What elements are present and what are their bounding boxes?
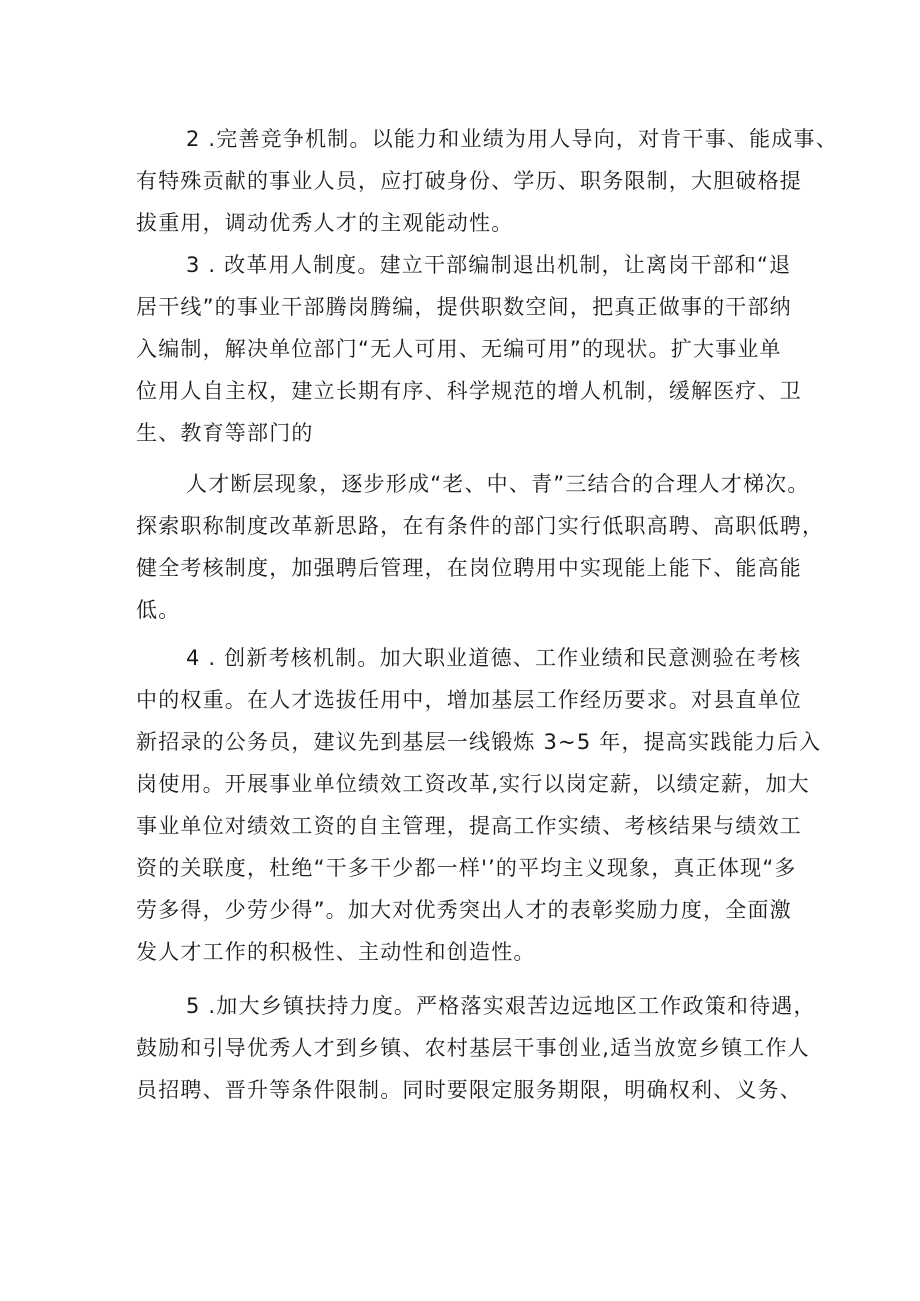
text-line: 探索职称制度改革新思路，在有条件的部门实行低职高聘、高职低聘， — [136, 514, 825, 538]
text-line: 中的权重。在人才选拔任用中，增加基层工作经历要求。对县直单位 — [136, 688, 802, 712]
text-line: 资的关联度，杜绝“干多干少都一样'’的平均主义现象，真正体现“多 — [136, 856, 797, 880]
text-line: 发人才工作的积极性、主动性和创造性。 — [136, 940, 536, 964]
text-line: 有特殊贡献的事业人员，应打破身份、学历、职务限制，大胆破格提 — [136, 169, 802, 193]
text-line: 生、教育等部门的 — [136, 421, 314, 445]
text-line: 新招录的公务员，建议先到基层一线锻炼 3~5 年，提高实践能力后入 — [136, 730, 822, 754]
text-line: 岗使用。开展事业单位绩效工资改革,实行以岗定薪，以绩定薪，加大 — [136, 772, 810, 796]
text-line: 健全考核制度，加强聘后管理，在岗位聘用中实现能上能下、能高能 — [136, 556, 802, 580]
text-line: 事业单位对绩效工资的自主管理，提高工作实绩、考核结果与绩效工 — [136, 814, 802, 838]
text-line: 居干线”的事业干部腾岗腾编，提供职数空间，把真正做事的干部纳 — [136, 295, 792, 319]
text-line: 鼓励和引导优秀人才到乡镇、农村基层干事创业,适当放宽乡镇工作人 — [136, 1036, 810, 1060]
text-line: 位用人自主权，建立长期有序、科学规范的增人机制，缓解医疗、卫 — [136, 379, 802, 403]
text-line: 员招聘、晋升等条件限制。同时要限定服务期限，明确权利、义务、 — [136, 1078, 802, 1102]
text-line: 拔重用，调动优秀人才的主观能动性。 — [136, 211, 514, 235]
text-line: 4 . 创新考核机制。加大职业道德、工作业绩和民意测验在考核 — [186, 646, 802, 670]
text-line: 入编制，解决单位部门“无人可用、无编可用”的现状。扩大事业单 — [136, 337, 782, 361]
text-line: 低。 — [136, 598, 181, 622]
text-line: 人才断层现象，逐步形成“老、中、青”三结合的合理人才梯次。 — [186, 472, 810, 496]
text-line: 劳多得，少劳少得”。加大对优秀突出人才的表彰奖励力度，全面激 — [136, 898, 792, 922]
text-line: 2 .完善竞争机制。以能力和业绩为用人导向，对肯干事、能成事、 — [186, 127, 838, 151]
text-line: 3 . 改革用人制度。建立干部编制退出机制，让离岗干部和“退 — [186, 253, 792, 277]
text-line: 5 .加大乡镇扶持力度。严格落实艰苦边远地区工作政策和待遇， — [186, 994, 816, 1018]
